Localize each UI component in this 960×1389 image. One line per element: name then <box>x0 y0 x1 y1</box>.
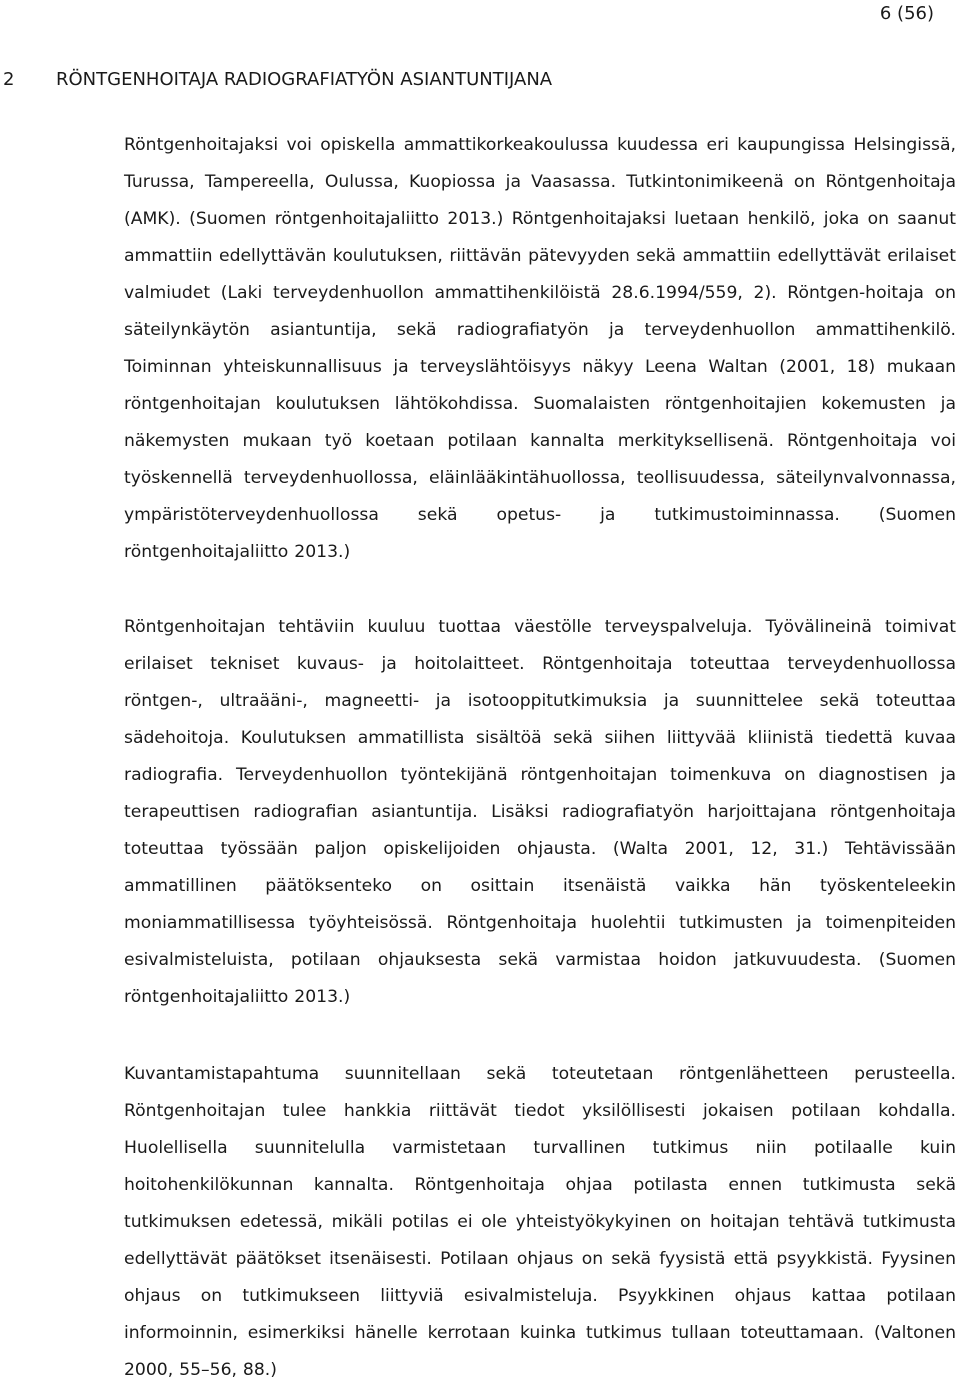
page-number: 6 (56) <box>879 3 934 24</box>
paragraph-imaging-process: Kuvantamistapahtuma suunnitellaan sekä toteutetaan röntgenlähetteen perusteella. Röntgenhoitajan tulee hankkia riittävät tiedot yksilöllisesti jokaisen potilaan kohdalla. Huolellisella suunnitelulla varmistetaan turvallinen tutkimus niin potilaalle kuin hoitohenkilökunnan kannalta. Röntgenhoitaja ohjaa potilasta ennen tutkimusta sekä tutkimuksen edetessä, mikäli potilas ei ole yhteistyökykyinen on hoitajan tehtävä tutkimusta edellyttävät päätökset itsenäisesti. Potilaan ohjaus on sekä fyysistä että psyykkistä. Fyysinen ohjaus on tutkimukseen liittyviä esivalmisteluja. Psyykkinen ohjaus kattaa potilaan informoinnin, esimerkiksi hänelle kerrotaan kuinka tutkimus tullaan toteuttamaan. (Valtonen 2000, 55–56, 88.) <box>124 1064 956 1380</box>
paragraph-education: Röntgenhoitajaksi voi opiskella ammattikorkeakoulussa kuudessa eri kaupungissa Helsingissä, Turussa, Tampereella, Oulussa, Kuopiossa ja Vaasassa. Tutkintonimikeenä on Röntgenhoitaja (AMK). (Suomen röntgenhoitajaliitto 2013.) Röntgenhoitajaksi luetaan henkilö, joka on saanut ammattiin edellyttävän koulutuksen, riittävän pätevyyden sekä ammattiin edellyttävät erilaiset valmiudet (Laki terveydenhuollon ammattihenkilöistä 28.6.1994/559, 2). Röntgen-hoitaja on säteilynkäytön asiantuntija, sekä radiografiatyön ja terveydenhuollon ammattihenkilö. Toiminnan yhteiskunnallisuus ja terveyslähtöisyys näkyy Leena Waltan (2001, 18) mukaan röntgenhoitajan koulutuksen lähtökohdissa. Suomalaisten röntgenhoitajien kokemusten ja näkemysten mukaan työ koetaan potilaan kannalta merkityksellisenä. Röntgenhoitaja voi työskennellä terveydenhuollossa, eläinlääkintähuollossa, teollisuudessa, säteilynvalvonnassa, ympäristöterveydenhuollossa sekä opetus- ja tutkimustoiminnassa. (Suomen röntgenhoitajaliitto 2013.) <box>124 135 956 562</box>
section-number: 2 <box>3 69 15 90</box>
section-title: RÖNTGENHOITAJA RADIOGRAFIATYÖN ASIANTUNTIJANA <box>56 69 553 90</box>
paragraph-duties: Röntgenhoitajan tehtäviin kuuluu tuottaa väestölle terveyspalveluja. Työvälineinä toimivat erilaiset tekniset kuvaus- ja hoitolaitteet. Röntgenhoitaja toteuttaa terveydenhuollossa röntgen-, ultraääni-, magneetti- ja isotooppitutkimuksia ja suunnittelee sekä toteuttaa sädehoitoja. Koulutuksen ammatillista sisältöä sekä siihen liittyvää kliinistä tiedettä kuvaa radiografia. Terveydenhuollon työntekijänä röntgenhoitajan toimenkuva on diagnostisen ja terapeuttisen radiografian asiantuntija. Lisäksi radiografiatyön harjoittajana röntgenhoitaja toteuttaa työssään paljon opiskelijoiden ohjausta. (Walta 2001, 12, 31.) Tehtävissään ammatillinen päätöksenteko on osittain itsenäistä vaikka hän työskenteleekin moniammatillisessa työyhteisössä. Röntgenhoitaja huolehtii tutkimusten ja toimenpiteiden esivalmisteluista, potilaan ohjauksesta sekä varmistaa hoidon jatkuvuudesta. (Suomen röntgenhoitajaliitto 2013.) <box>124 617 956 1007</box>
